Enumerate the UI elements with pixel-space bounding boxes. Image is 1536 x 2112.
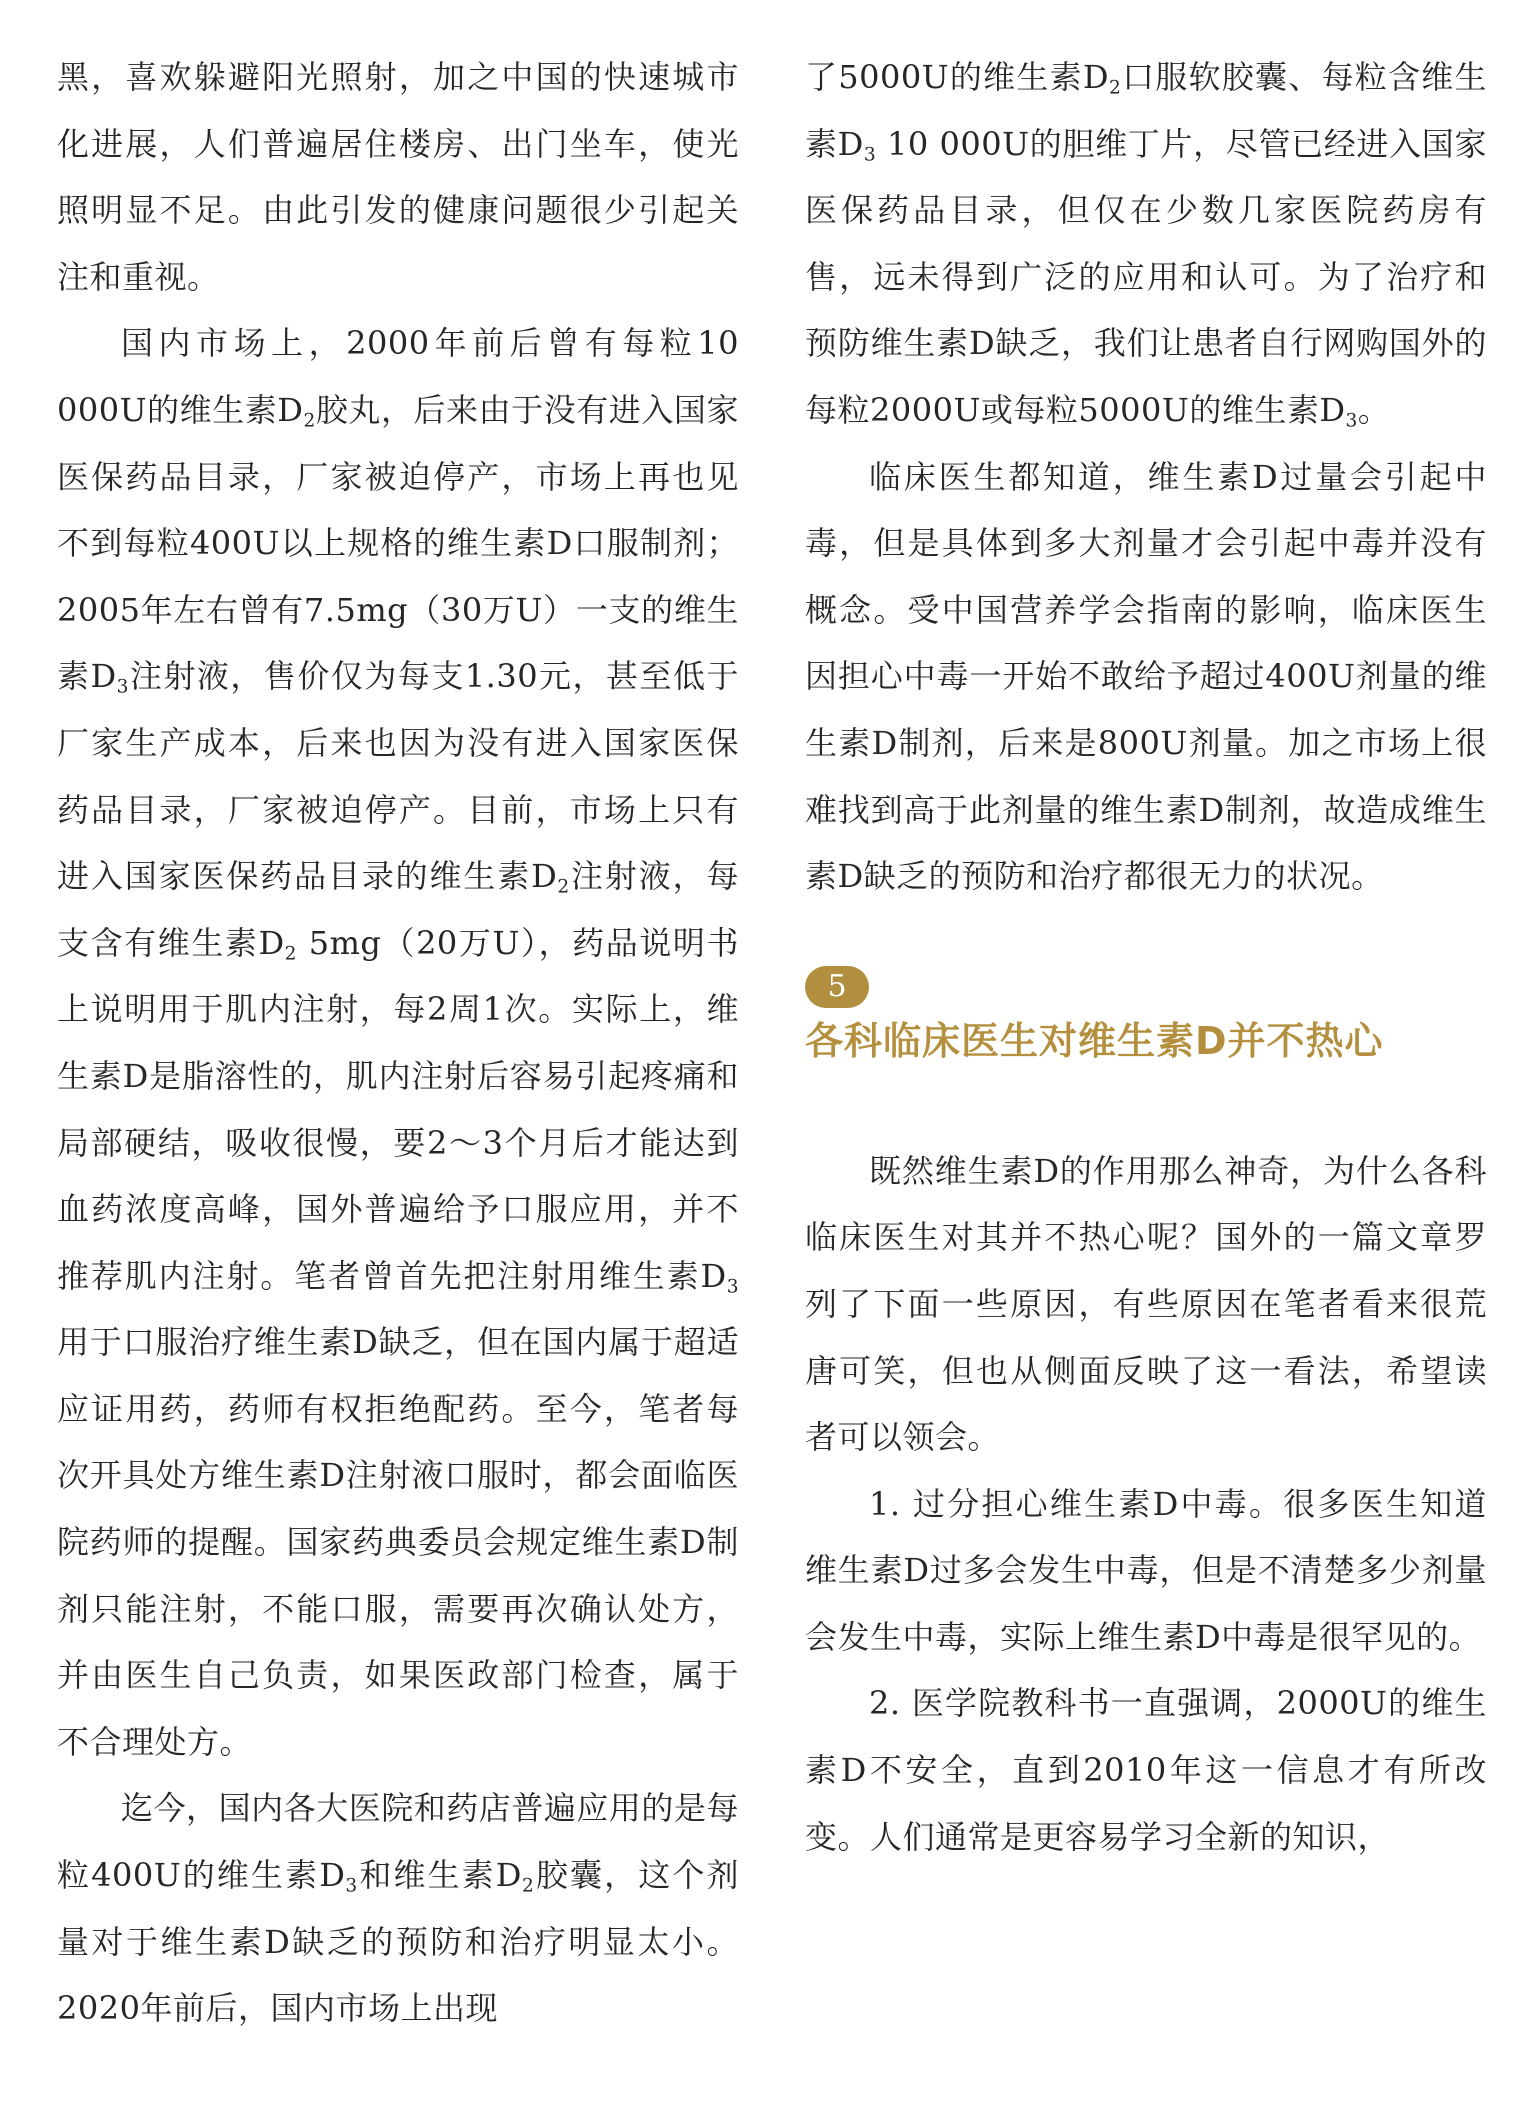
paragraph-right-1	[805, 44, 1487, 444]
subscript: 2	[284, 943, 297, 965]
list-item-2: 2. 医学院教科书一直强调，2000U的维生素D不安全，直到2010年这一信息才有所改变。人们通常是更容易学习全新的知识，	[805, 1684, 1487, 1856]
subscript: 2	[557, 876, 570, 898]
text-run: 国内市场上，2000年前后曾有每粒10 000U的维生素D	[57, 324, 739, 429]
subscript: 2	[521, 1875, 535, 1897]
text-run: 口服软胶囊、每粒含维生素D	[805, 58, 1487, 163]
subscript: 3	[345, 1875, 358, 1897]
list-item-1: 1. 过分担心维生素D中毒。很多医生知道维生素D过多会发生中毒，但是不清楚多少剂量会发生中毒，实际上维生素D中毒是很罕见的。	[805, 1484, 1487, 1656]
text-run: 用于口服治疗维生素D缺乏，但在国内属于超适应证用药，药师有权拒绝配药。至今，笔者每次开具处方维生素D注射液口服时，都会面临医院药师的提醒。国家药典委员会规定维生素D制剂只能注射，不能口服，需要再次确认处方，并由医生自己负责，如果医政部门检查，属于不合理处方。	[57, 1323, 739, 1761]
section-number-badge: 5	[805, 966, 869, 1008]
paragraph-left-3	[57, 1775, 739, 2041]
section-title: 各科临床医生对维生素D并不热心	[805, 1018, 1384, 1063]
subscript: 2	[1109, 77, 1122, 99]
paragraph-right-2: 临床医生都知道，维生素D过量会引起中毒，但是具体到多大剂量才会引起中毒并没有概念。受中国营养学会指南的影响，临床医生因担心中毒一开始不敢给予超过400U剂量的维生素D制剂，后来是800U剂量。加之市场上很难找到高于此剂量的维生素D制剂，故造成维生素D缺乏的预防和治疗都很无力的状况。	[805, 457, 1487, 896]
text-run: 迄今，国内各大医院和药店普遍应用的是每粒400U的维生素D	[57, 1789, 739, 1895]
text-run: 胶囊，这个剂量对于维生素D缺乏的预防和治疗明显太小。2020年前后，国内市场上出现	[57, 1856, 739, 2028]
text-run: 注射液，每支含有维生素D	[57, 857, 739, 962]
subscript: 3	[116, 676, 129, 698]
section-heading	[805, 966, 1487, 1068]
text-run: 了5000U的维生素D	[805, 58, 1110, 96]
subscript: 3	[863, 144, 877, 166]
left-column	[57, 44, 739, 2042]
paragraph-right-3: 既然维生素D的作用那么神奇，为什么各科临床医生对其并不热心呢？国外的一篇文章罗列了下面一些原因，有些原因在笔者看来很荒唐可笑，但也从侧面反映了这一看法，希望读者可以领会。	[805, 1151, 1487, 1457]
text-run: 胶丸，后来由于没有进入国家医保药品目录，厂家被迫停产，市场上再也见不到每粒400U以上规格的维生素D口服制剂；2005年左右曾有7.5mg（30万U）一支的维生素D	[57, 390, 739, 696]
subscript: 3	[1345, 410, 1358, 432]
text-run: 。	[1357, 390, 1391, 429]
text-run: 注射液，售价仅为每支1.30元，甚至低于厂家生产成本，后来也因为没有进入国家医保药品目录，厂家被迫停产。目前，市场上只有进入国家医保药品目录的维生素D	[57, 657, 739, 896]
paragraph-left-1: 黑，喜欢躲避阳光照射，加之中国的快速城市化进展，人们普遍居住楼房、出门坐车，使光照明显不足。由此引发的健康问题很少引起关注和重视。	[57, 58, 739, 296]
subscript: 2	[303, 410, 316, 432]
paragraph-left-2	[57, 310, 739, 1775]
text-run: 5mg（20万U），药品说明书上说明用于肌内注射，每2周1次。实际上，维生素D是脂溶性的，肌内注射后容易引起疼痛和局部硬结，吸收很慢，要2～3个月后才能达到血药浓度高峰，国外普遍给予口服应用，并不推荐肌内注射。笔者曾首先把注射用维生素D	[57, 923, 739, 1295]
text-run: 和维生素D	[357, 1856, 522, 1895]
text-run: 10 000U的胆维丁片，尽管已经进入国家医保药品目录，但仅在少数几家医院药房有售，远未得到广泛的应用和认可。为了治疗和预防维生素D缺乏，我们让患者自行网购国外的每粒2000U或每粒5000U的维生素D	[805, 124, 1487, 429]
subscript: 3	[726, 1276, 739, 1298]
right-column	[805, 44, 1487, 1870]
